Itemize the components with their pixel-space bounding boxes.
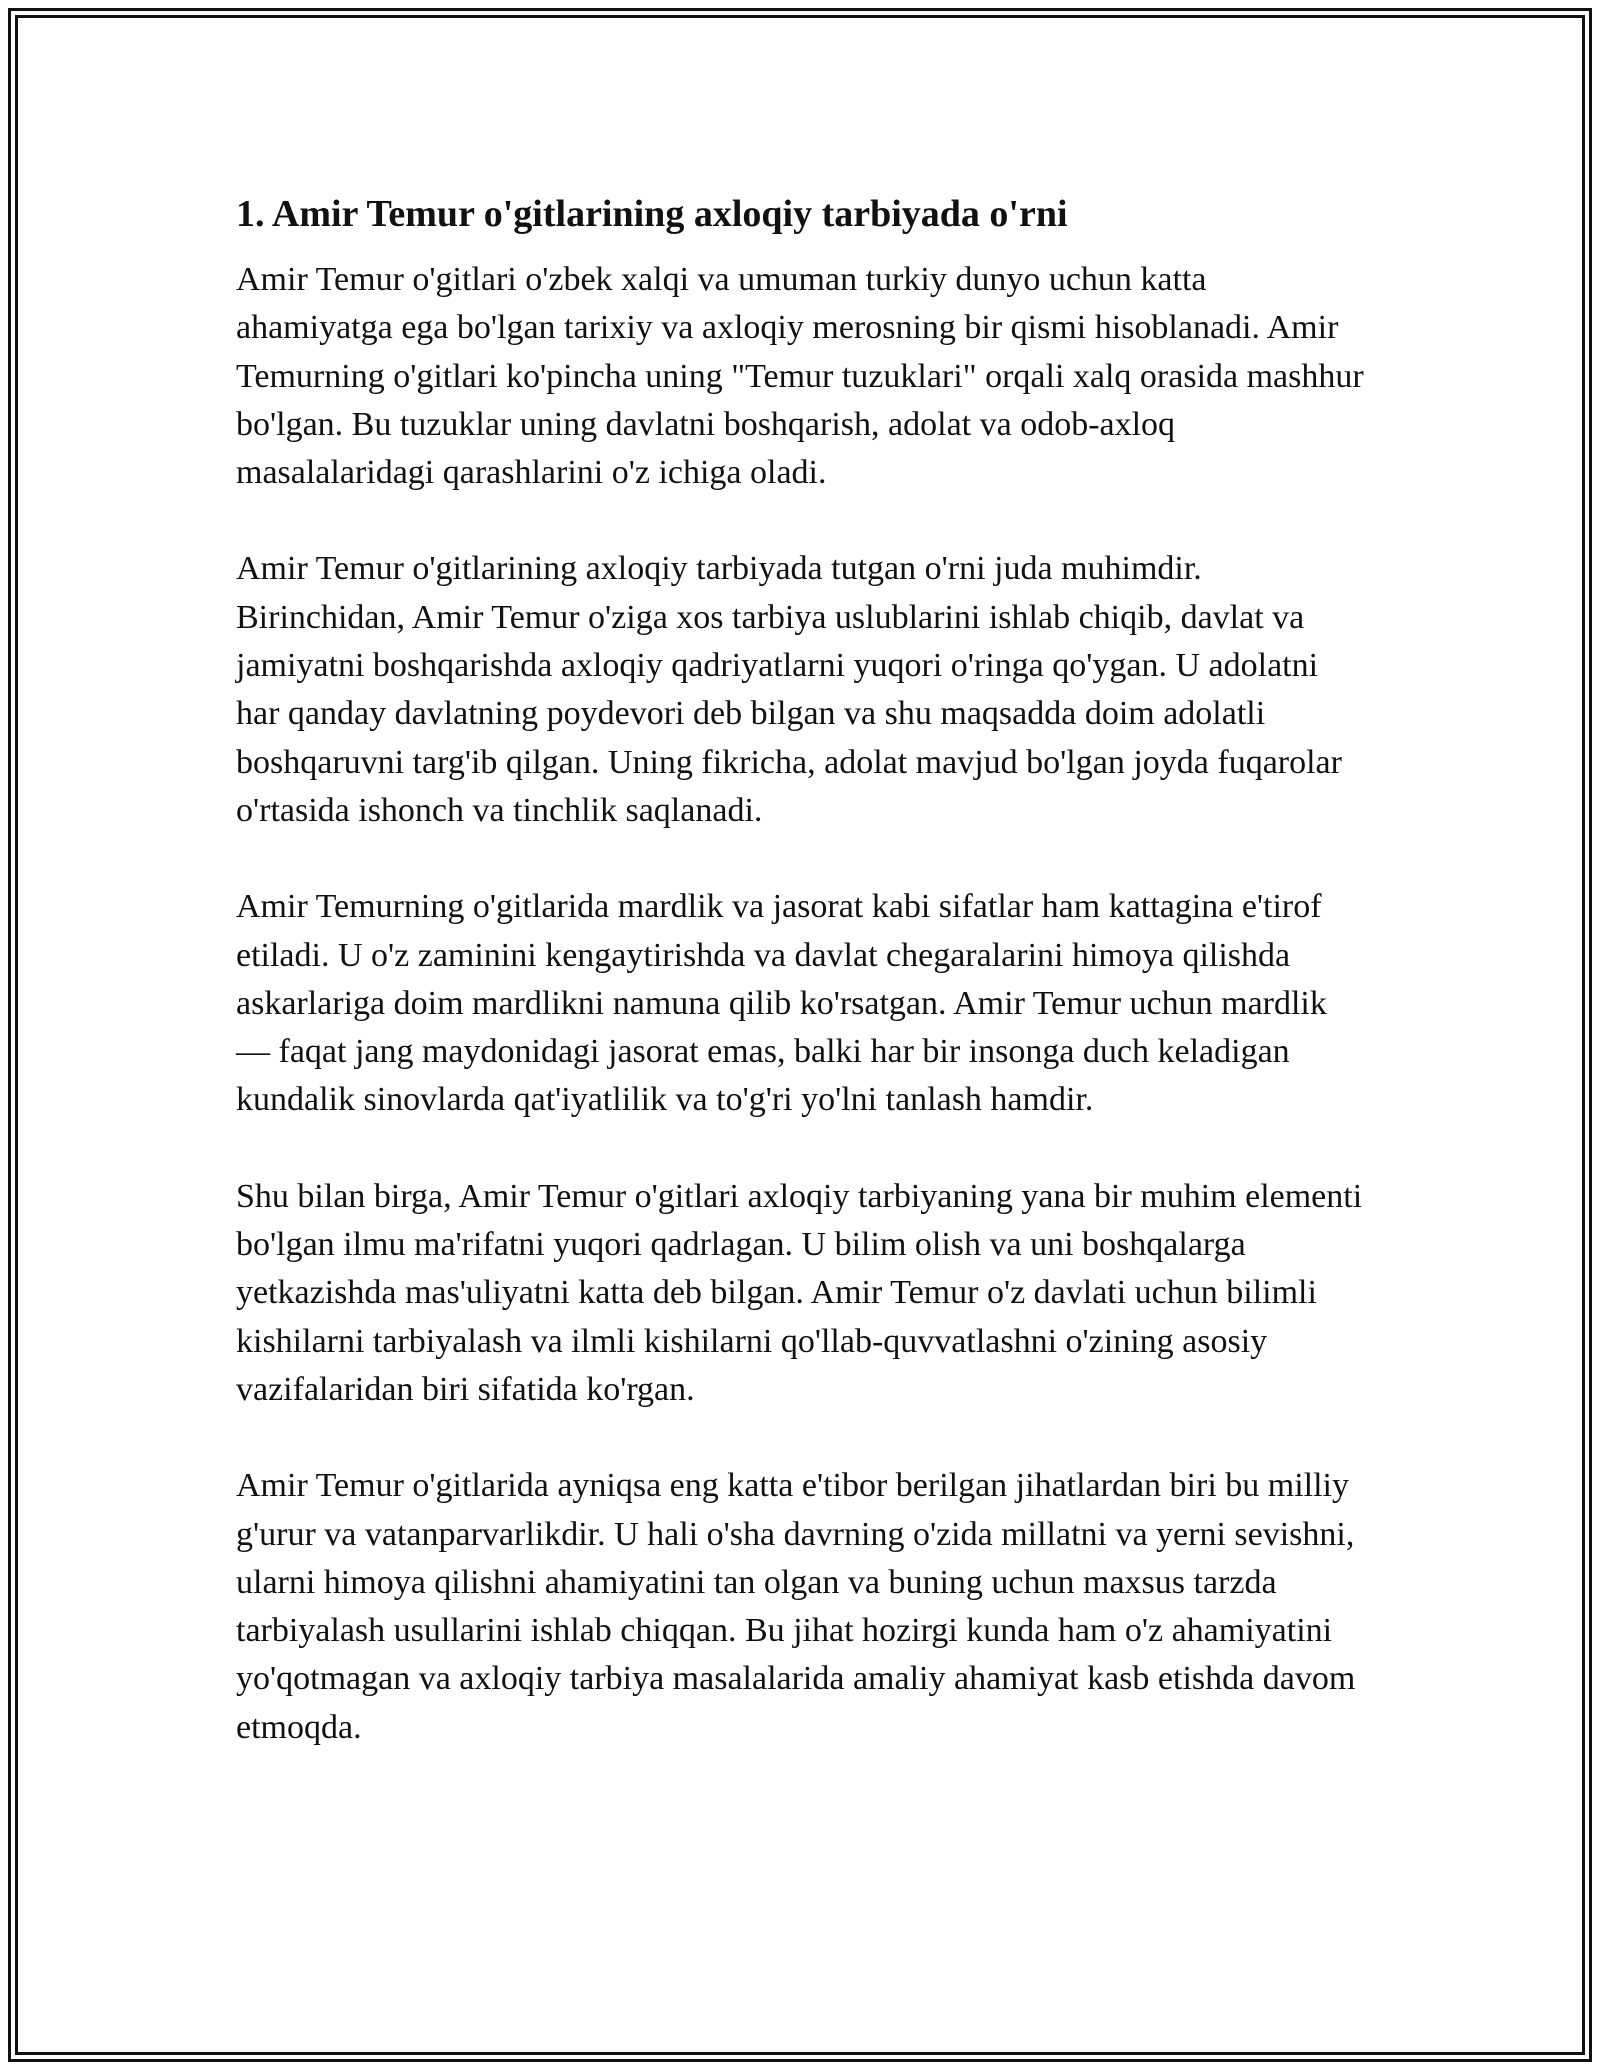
paragraph-5: Amir Temur o'gitlarida ayniqsa eng katta e'tibor berilgan jihatlardan biri bu milliy g'urur va vatanparvarlikdir. U hali o'sha davrning o'zida millatni va yerni sevishni, ularni himoya qilishni ahamiyatini tan olgan va buning uchun maxsus tarzda tarbiyalash usullarini ishlab chiqqan. Bu jihat hozirgi kunda ham o'z ahamiyatini yo'qotmagan va axloqiy tarbiya masalalarida amaliy ahamiyat kasb etishda davom etmoqda.: [236, 1467, 1356, 1746]
paragraph-3: Amir Temurning o'gitlarida mardlik va jasorat kabi sifatlar ham kattagina e'tirof etiladi. U o'z zaminini kengaytirishda va davlat chegaralarini himoya qilishda askarlariga doim mardlikni namuna qilib ko'rsatgan. Amir Temur uchun mardlik — faqat jang maydonidagi jasorat emas, balki har bir insonga duch keladigan kundalik sinovlarda qat'iyatlilik va to'g'ri yo'lni tanlash hamdir.: [236, 888, 1327, 1119]
paragraph-1: Amir Temur o'gitlari o'zbek xalqi va umuman turkiy dunyo uchun katta ahamiyatga ega bo'lgan tarixiy va axloqiy merosning bir qismi hisoblanadi. Amir Temurning o'gitlari ko'pincha uning "Temur tuzuklari" orqali xalq orasida mashhur bo'lgan. Bu tuzuklar uning davlatni boshqarish, adolat va odob-axloq masalalaridagi qarashlarini o'z ichiga oladi.: [236, 261, 1364, 492]
paragraph-4: Shu bilan birga, Amir Temur o'gitlari axloqiy tarbiyaning yana bir muhim elementi bo'lgan ilmu ma'rifatni yuqori qadrlagan. U bilim olish va uni boshqalarga yetkazishda mas'uliyatni katta deb bilgan. Amir Temur o'z davlati uchun bilimli kishilarni tarbiyalash va ilmli kishilarni qo'llab-quvvatlashni o'zining asosiy vazifalaridan biri sifatida ko'rgan.: [236, 1177, 1363, 1408]
document-body: [236, 186, 1366, 1800]
section-heading: 1. Amir Temur o'gitlarining axloqiy tarbiyada o'rni: [236, 193, 1068, 235]
paragraph-2: Amir Temur o'gitlarining axloqiy tarbiyada tutgan o'rni juda muhimdir. Birinchidan, Amir Temur o'ziga xos tarbiya uslublarini ishlab chiqib, davlat va jamiyatni boshqarishda axloqiy qadriyatlarni yuqori o'ringa qo'ygan. U adolatni har qanday davlatning poydevori deb bilgan va shu maqsadda doim adolatli boshqaruvni targ'ib qilgan. Uning fikricha, adolat mavjud bo'lgan joyda fuqarolar o'rtasida ishonch va tinchlik saqlanadi.: [236, 550, 1342, 829]
